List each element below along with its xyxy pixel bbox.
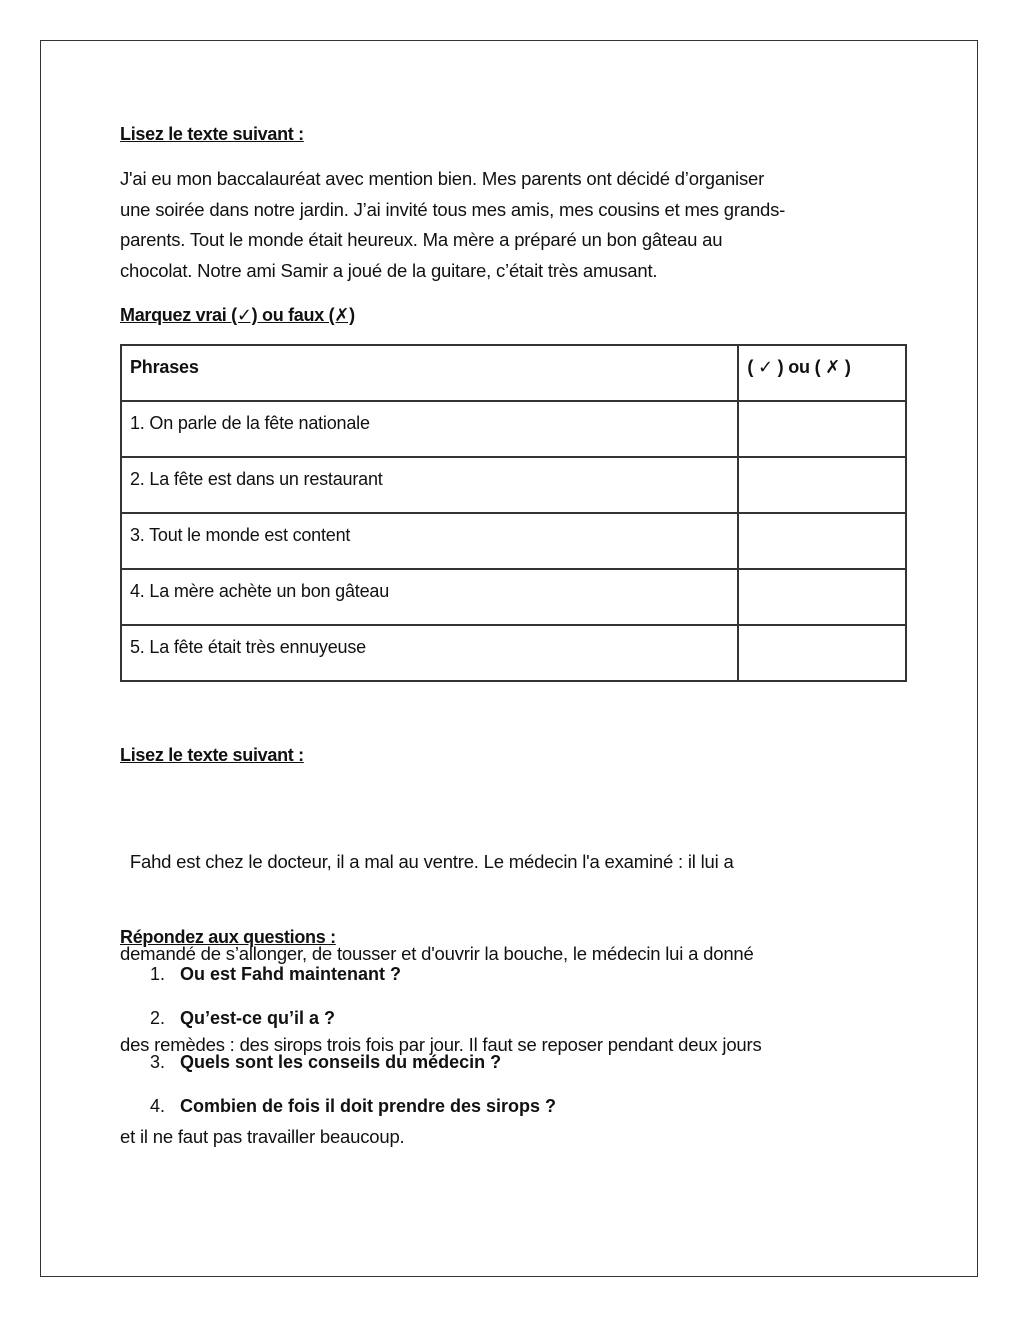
question-text: Ou est Fahd maintenant ?: [180, 964, 402, 984]
phrase-cell: 1. On parle de la fête nationale: [121, 401, 738, 457]
table-row: [121, 625, 906, 681]
answer-cell[interactable]: [738, 401, 906, 457]
table-row: [121, 513, 906, 569]
question-text: Quels sont les conseils du médecin ?: [180, 1052, 502, 1072]
question-item: [120, 1008, 556, 1052]
true-false-heading: Marquez vrai (✓) ou faux (✗): [120, 305, 355, 325]
header-phrases: Phrases: [121, 345, 738, 401]
paragraph-line: J'ai eu mon baccalauréat avec mention bien. Mes parents ont décidé d’organiser: [120, 168, 765, 189]
answer-cell[interactable]: [738, 625, 906, 681]
question-number: 3.: [150, 1052, 166, 1072]
phrase-cell: 3. Tout le monde est content: [121, 513, 738, 569]
question-number: 1.: [150, 964, 166, 984]
table-row: [121, 401, 906, 457]
question-item: [120, 1096, 556, 1140]
table-row: [121, 457, 906, 513]
paragraph-line: chocolat. Notre ami Samir a joué de la guitare, c’était très amusant.: [120, 259, 658, 281]
paragraph-line: et il ne faut pas travailler beaucoup.: [120, 1125, 405, 1147]
questions-heading: Répondez aux questions :: [120, 927, 336, 947]
paragraph-line: Fahd est chez le docteur, il a mal au ventre. Le médecin l'a examiné : il lui a: [120, 851, 734, 872]
answer-cell[interactable]: [738, 513, 906, 569]
phrase-cell: 2. La fête est dans un restaurant: [121, 457, 738, 513]
paragraph-line: des remèdes : des sirops trois fois par jour. Il faut se reposer pendant deux jours: [120, 1034, 762, 1055]
paragraph-line: parents. Tout le monde était heureux. Ma mère a préparé un bon gâteau au: [120, 229, 723, 250]
answer-cell[interactable]: [738, 457, 906, 513]
phrase-cell: 5. La fête était très ennuyeuse: [121, 625, 738, 681]
phrase-cell: 4. La mère achète un bon gâteau: [121, 569, 738, 625]
paragraph-line: une soirée dans notre jardin. J’ai invité tous mes amis, mes cousins et mes grands-: [120, 198, 786, 220]
question-text: Qu’est-ce qu’il a ?: [180, 1008, 336, 1028]
paragraph-line: demandé de s’allonger, de tousser et d'ouvrir la bouche, le médecin lui a donné: [120, 942, 754, 964]
section1-heading: Lisez le texte suivant :: [120, 124, 304, 144]
table-row: [121, 569, 906, 625]
table-header-row: [121, 345, 906, 401]
questions-list: [120, 964, 556, 1140]
question-text: Combien de fois il doit prendre des sirops ?: [180, 1096, 557, 1116]
question-item: [120, 964, 556, 1008]
question-number: 4.: [150, 1096, 166, 1116]
section1-paragraph: [120, 164, 910, 286]
section2-heading: Lisez le texte suivant :: [120, 745, 304, 765]
question-item: [120, 1052, 556, 1096]
true-false-table: [120, 344, 907, 682]
header-vrai-faux: ( ✓ ) ou ( ✗ ): [738, 345, 906, 401]
answer-cell[interactable]: [738, 569, 906, 625]
question-number: 2.: [150, 1008, 166, 1028]
